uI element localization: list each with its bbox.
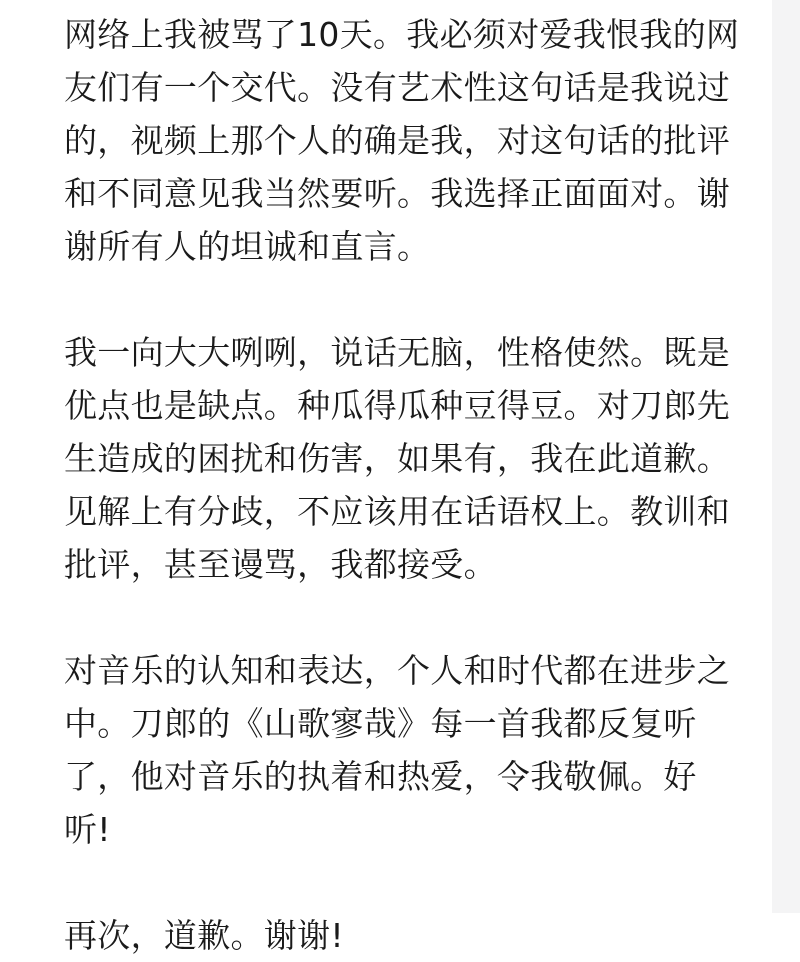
text-line: 的，视频上那个人的确是我，对这句话的批评 <box>64 121 730 160</box>
text-line: 网络上我被骂了10天。我必须对爱我恨我的网 <box>64 15 740 54</box>
text-line: 我一向大大咧咧，说话无脑，性格使然。既是 <box>64 333 730 372</box>
text-line: 见解上有分歧，不应该用在话语权上。教训和 <box>64 492 730 531</box>
text-line: 批评，甚至谩骂，我都接受。 <box>64 545 497 584</box>
paragraph-4 <box>64 909 724 962</box>
text-line: 和不同意见我当然要听。我选择正面面对。谢 <box>64 174 730 213</box>
paragraph-spacer <box>64 591 724 644</box>
text-line: 再次，道歉。谢谢! <box>64 916 344 955</box>
paragraph-spacer <box>64 273 724 326</box>
text-line: 谢所有人的坦诚和直言。 <box>64 227 431 266</box>
text-line: 对音乐的认知和表达，个人和时代都在进步之 <box>64 651 730 690</box>
text-line: 听! <box>64 810 111 849</box>
paragraph-spacer <box>64 856 724 909</box>
text-line: 了，他对音乐的执着和热爱，令我敬佩。好 <box>64 757 697 796</box>
text-line: 优点也是缺点。种瓜得瓜种豆得豆。对刀郎先 <box>64 386 730 425</box>
paragraph-1 <box>64 8 740 273</box>
text-line: 生造成的困扰和伤害，如果有，我在此道歉。 <box>64 439 730 478</box>
text-line: 中。刀郎的《山歌寥哉》每一首我都反复听 <box>64 704 697 743</box>
statement-article <box>64 8 740 962</box>
text-line: 友们有一个交代。没有艺术性这句话是我说过 <box>64 68 730 107</box>
paragraph-2 <box>64 326 730 591</box>
paragraph-3 <box>64 644 730 856</box>
scrollbar-track[interactable] <box>772 0 800 913</box>
